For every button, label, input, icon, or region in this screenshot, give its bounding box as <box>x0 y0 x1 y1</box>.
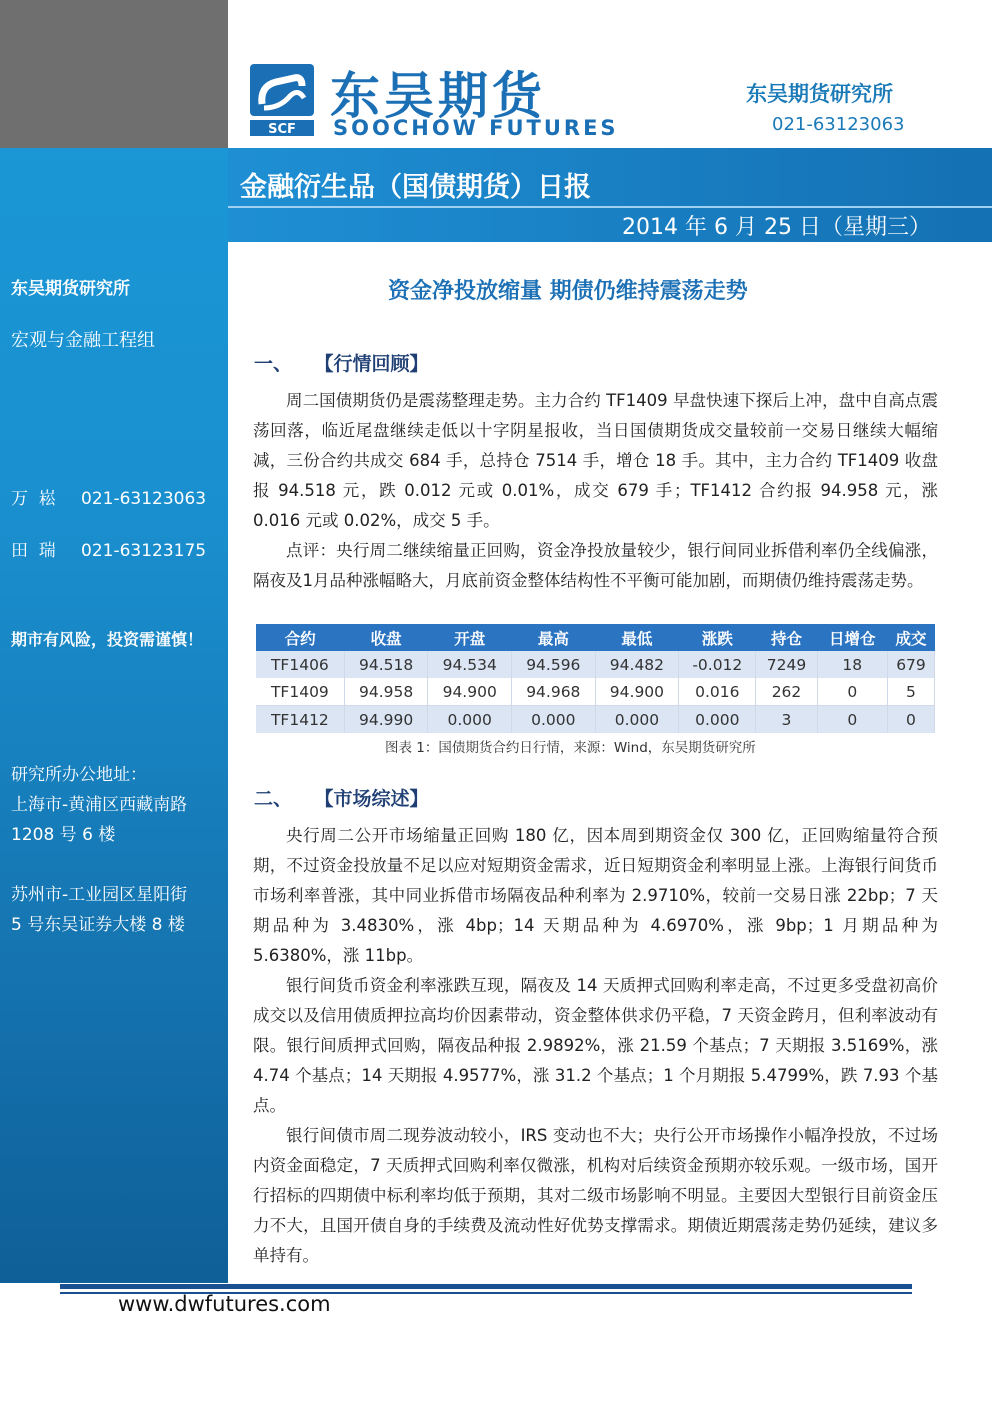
footer-rule <box>60 1284 912 1289</box>
column-header: 日增仓 <box>817 624 887 651</box>
svg-text:SCF: SCF <box>268 122 296 136</box>
contact-name: 万 崧 <box>11 489 56 509</box>
table-cell: 0.000 <box>428 706 512 734</box>
headline: 资金净投放缩量 期债仍维持震荡走势 <box>388 279 748 304</box>
column-header: 涨跌 <box>679 624 756 651</box>
table-cell: TF1409 <box>256 678 344 706</box>
table-cell: 94.958 <box>344 678 428 706</box>
paragraph: 周二国债期货仍是震荡整理走势。主力合约 TF1409 早盘快速下探后上冲，盘中自高点震荡回落，临近尾盘继续走低以十字阴星报收，当日国债期货成交量较前一交易日继续大幅缩减，三份合约共成交 684 手，总持仓 7514 手，增仓 18 手。其中，主力合约 TF1409 收盘报 94.518 元，跌 0.012 元或 0.01%，成交 679 手；TF1412 合约报 94.958 元，涨 0.016 元或 0.02%，成交 5 手。 <box>253 391 938 530</box>
table-row <box>256 678 935 706</box>
report-title: 金融衍生品（国债期货）日报 <box>240 172 591 203</box>
contact-phone: 021-63123175 <box>81 541 207 561</box>
company-logo <box>250 64 314 136</box>
table-cell: 0.000 <box>595 706 679 734</box>
table-row <box>256 706 935 734</box>
contact-phone: 021-63123063 <box>81 489 207 509</box>
table-cell: 0 <box>887 706 934 734</box>
table-cell: 0 <box>817 678 887 706</box>
column-header: 合约 <box>256 624 344 651</box>
sidebar-group: 宏观与金融工程组 <box>11 330 155 351</box>
table-cell: TF1412 <box>256 706 344 734</box>
address-line: 上海市-黄浦区西藏南路 <box>11 795 188 815</box>
table-row <box>256 651 935 678</box>
column-header: 收盘 <box>344 624 428 651</box>
table-cell: 3 <box>756 706 817 734</box>
contact-item <box>11 484 206 509</box>
quote-table <box>256 624 935 733</box>
report-date: 2014 年 6 月 25 日（星期三） <box>622 215 931 240</box>
title-divider <box>228 206 992 208</box>
table-cell: 679 <box>887 651 934 678</box>
table-cell: 94.968 <box>512 678 596 706</box>
table-cell: 7249 <box>756 651 817 678</box>
contact-item <box>11 536 206 561</box>
table-cell: 94.534 <box>428 651 512 678</box>
table-cell: -0.012 <box>679 651 756 678</box>
table-cell: 0 <box>817 706 887 734</box>
contact-name: 田 瑞 <box>11 541 56 561</box>
section-heading <box>254 784 461 811</box>
table-cell: 0.000 <box>679 706 756 734</box>
table-cell: 94.900 <box>595 678 679 706</box>
brand-name-en: SOOCHOW FUTURES <box>333 116 619 140</box>
risk-warning: 期市有风险，投资需谨慎！ <box>11 630 204 649</box>
column-header: 开盘 <box>428 624 512 651</box>
table-cell: 18 <box>817 651 887 678</box>
table-cell: 94.482 <box>595 651 679 678</box>
column-header: 最低 <box>595 624 679 651</box>
section-title: 【行情回顾】 <box>324 353 429 375</box>
address-label: 研究所办公地址： <box>11 765 147 785</box>
table-cell: 94.518 <box>344 651 428 678</box>
header-phone: 021-63123063 <box>772 114 905 135</box>
paragraph: 点评：央行周二继续缩量正回购，资金净投放量较少，银行间同业拆借利率仍全线偏涨，隔夜及1月品种涨幅略大，月底前资金整体结构性不平衡可能加剧，而期债仍维持震荡走势。 <box>253 541 938 590</box>
table-cell: 0.000 <box>512 706 596 734</box>
header-institute: 东吴期货研究所 <box>746 82 893 106</box>
section-title: 【市场综述】 <box>324 788 429 810</box>
address-line: 5 号东吴证券大楼 8 楼 <box>11 915 185 935</box>
sidebar-institute: 东吴期货研究所 <box>11 279 130 299</box>
table-cell: 262 <box>756 678 817 706</box>
section-number: 二、 <box>254 788 293 810</box>
website-link[interactable]: www.dwfutures.com <box>118 1292 331 1316</box>
table-cell: 5 <box>887 678 934 706</box>
table-cell: TF1406 <box>256 651 344 678</box>
table-cell: 94.990 <box>344 706 428 734</box>
table-cell: 94.900 <box>428 678 512 706</box>
section-heading <box>254 349 461 376</box>
table-caption: 图表 1：国债期货合约日行情，来源：Wind，东吴期货研究所 <box>385 740 756 756</box>
address-line: 1208 号 6 楼 <box>11 825 116 845</box>
table-cell: 0.016 <box>679 678 756 706</box>
paragraph: 银行间债市周二现券波动较小，IRS 变动也不大；央行公开市场操作小幅净投放，不过场内资金面稳定，7 天质押式回购利率仅微涨，机构对后续资金预期亦较乐观。一级市场，国开行招标的四期债中标利率均低于预期，其对二级市场影响不明显。主要因大型银行目前资金压力不大，且国开债自身的手续费及流动性好优势支撑需求。期债近期震荡走势仍延续，建议多单持有。 <box>253 1126 938 1265</box>
paragraph: 银行间货币资金利率涨跌互现，隔夜及 14 天质押式回购利率走高，不过更多受盘初高价成交以及信用债质押拉高均价因素带动，资金整体供求仍平稳，7 天资金跨月，但利率波动有限。银行间质押式回购，隔夜品种报 2.9892%，涨 21.59 个基点；7 天期报 3.5169%，涨 4.74 个基点；14 天期报 4.9577%，涨 31.2 个基点；1 个月期报 5.4799%，跌 7.93 个基点。 <box>253 976 938 1115</box>
table-cell: 94.596 <box>512 651 596 678</box>
table-header-row <box>256 624 935 651</box>
column-header: 最高 <box>512 624 596 651</box>
brand-name-cn: 东吴期货 <box>330 67 546 125</box>
column-header: 成交 <box>887 624 934 651</box>
sidebar-top-block <box>0 0 228 148</box>
column-header: 持仓 <box>756 624 817 651</box>
address-line: 苏州市-工业园区星阳街 <box>11 885 188 905</box>
paragraph: 央行周二公开市场缩量正回购 180 亿，因本周到期资金仅 300 亿，正回购缩量符合预期，不过资金投放量不足以应对短期资金需求，近日短期资金利率明显上涨。上海银行间货币市场利率普涨，其中同业拆借市场隔夜品种利率为 2.9710%，较前一交易日涨 22bp；7 天期品种为 3.4830%，涨 4bp；14 天期品种为 4.6970%，涨 9bp；1 月期品种为 5.6380%，涨 11bp。 <box>253 826 938 965</box>
section-number: 一、 <box>254 353 293 375</box>
